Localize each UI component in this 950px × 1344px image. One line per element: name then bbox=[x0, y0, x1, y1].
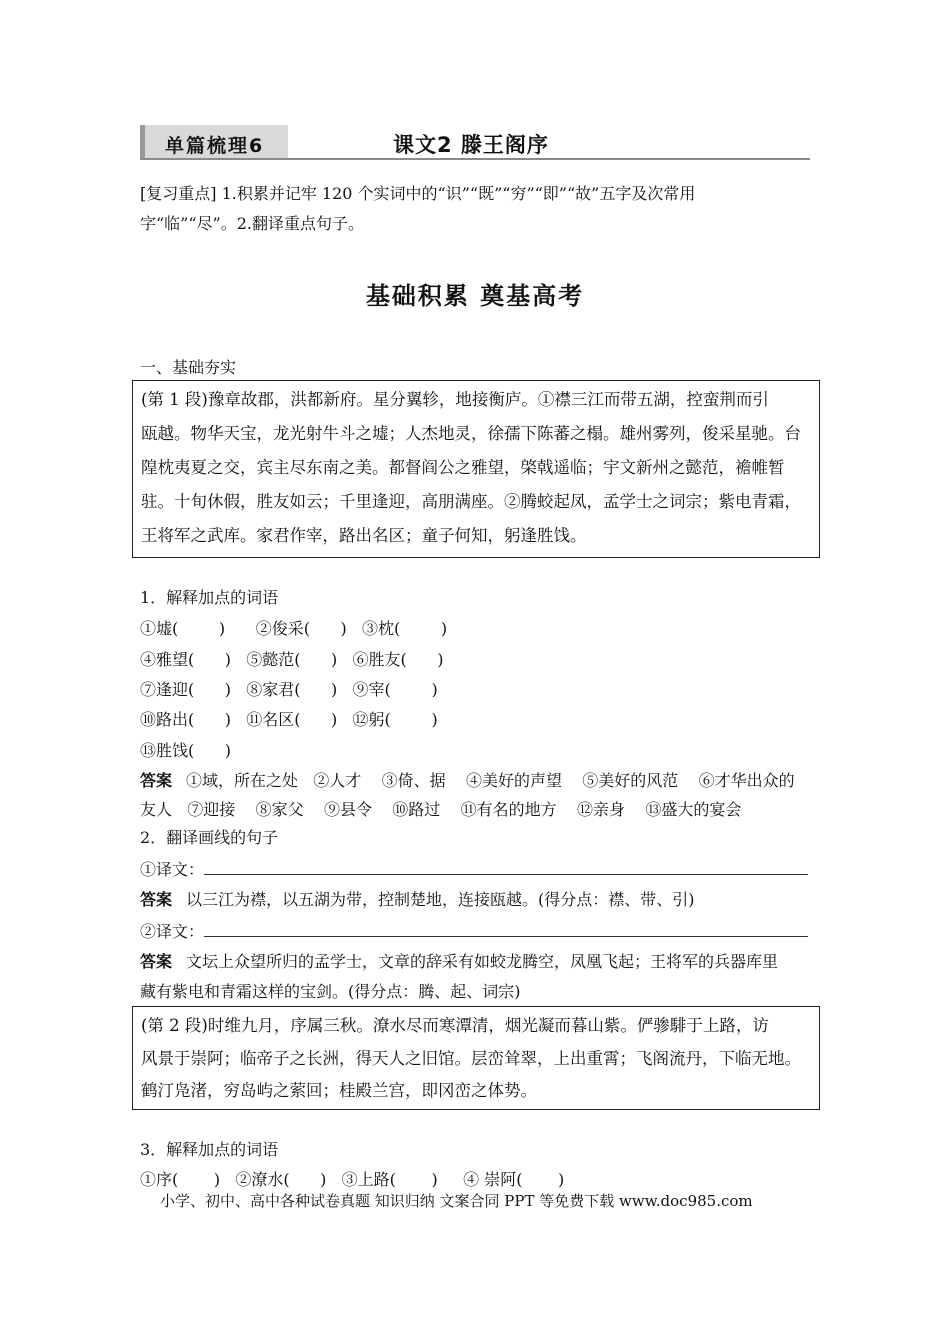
translation-1-answer bbox=[140, 890, 695, 910]
translation-1-label: ①译文： bbox=[140, 860, 205, 879]
translation-2 bbox=[140, 922, 808, 942]
answer-label: 答案 bbox=[140, 952, 173, 971]
translation-2-answer bbox=[140, 952, 778, 972]
unit-tab-label: 单篇梳理6 bbox=[165, 135, 265, 157]
answer-text: 文坛上众望所归的孟学士，文章的辞采有如蛟龙腾空，凤凰飞起；王将军的兵器库里 bbox=[186, 952, 779, 971]
passage-box-1 bbox=[132, 380, 820, 558]
review-focus-line-2: 字“临”“尽”。2.翻译重点句子。 bbox=[140, 214, 364, 233]
answer-text: ①域，所在之处 ②人才 ③倚、据 ④美好的声望 ⑤美好的风范 ⑥才华出众的 bbox=[186, 771, 795, 790]
passage1-line: 隍枕夷夏之交，宾主尽东南之美。都督阎公之雅望，棨戟遥临；宇文新州之懿范，襜帷暂 bbox=[141, 458, 785, 477]
passage1-line: 驻。十旬休假，胜友如云；千里逢迎，高朋满座。②腾蛟起凤，孟学士之词宗；紫电青霜， bbox=[141, 492, 801, 511]
question-1-row: ⑦逢迎( ) ⑧家君( ) ⑨宰( ) bbox=[140, 680, 438, 699]
answer-label: 答案 bbox=[140, 771, 173, 790]
passage2-line: 鹤汀凫渚，穷岛屿之萦回；桂殿兰宫，即冈峦之体势。 bbox=[141, 1081, 537, 1100]
translation-2-label: ②译文： bbox=[140, 922, 205, 941]
question-1-answer bbox=[140, 771, 795, 791]
passage1-line: 王将军之武库。家君作宰，路出名区；童子何知，躬逢胜饯。 bbox=[141, 526, 587, 545]
review-focus-line-1: [复习重点] 1.积累并记牢 120 个实词中的“识”“既”“穷”“即”“故”五字及次常用 bbox=[140, 184, 696, 203]
passage1-line: 瓯越。物华天宝，龙光射牛斗之墟；人杰地灵，徐孺下陈蕃之榻。雄州雾列，俊采星驰。台 bbox=[141, 424, 801, 443]
answer-text: 以三江为襟，以五湖为带，控制楚地，连接瓯越。(得分点：襟、带、引) bbox=[186, 890, 695, 909]
section-title: 基础积累 奠基高考 bbox=[365, 282, 585, 310]
question-1-row: ①墟( ) ②俊采( ) ③枕( ) bbox=[140, 619, 448, 638]
question-1-row: ⑬胜饯( ) bbox=[140, 741, 232, 760]
question-1-prompt: 1．解释加点的词语 bbox=[140, 588, 279, 607]
translation-1-blank bbox=[204, 860, 808, 875]
lesson-header bbox=[140, 125, 810, 159]
question-1-row: ④雅望( ) ⑤懿范( ) ⑥胜友( ) bbox=[140, 650, 444, 669]
passage2-line: 风景于崇阿；临帝子之长洲，得天人之旧馆。层峦耸翠，上出重霄；飞阁流丹，下临无地。 bbox=[141, 1049, 801, 1068]
passage-box-2 bbox=[132, 1006, 820, 1110]
passage2-line: (第 2 段)时维九月，序属三秋。潦水尽而寒潭清，烟光凝而暮山紫。俨骖騑于上路，访 bbox=[141, 1016, 769, 1035]
translation-2-answer-cont: 藏有紫电和青霜这样的宝剑。(得分点：腾、起、词宗) bbox=[140, 982, 521, 1001]
question-1-answer-cont: 友人 ⑦迎接 ⑧家父 ⑨县令 ⑩路过 ⑪有名的地方 ⑫亲身 ⑬盛大的宴会 bbox=[140, 800, 742, 819]
question-3-prompt: 3．解释加点的词语 bbox=[140, 1140, 279, 1159]
question-2-prompt: 2．翻译画线的句子 bbox=[140, 828, 279, 847]
footer-note: 小学、初中、高中各种试卷真题 知识归纳 文案合同 PPT 等免费下载 www.doc985.com bbox=[160, 1192, 753, 1210]
translation-1 bbox=[140, 860, 808, 880]
part-heading: 一、基础夯实 bbox=[140, 358, 237, 377]
answer-label: 答案 bbox=[140, 890, 173, 909]
translation-2-blank bbox=[204, 922, 808, 937]
unit-tab bbox=[140, 125, 288, 159]
question-1-row: ⑩路出( ) ⑪名区( ) ⑫躬( ) bbox=[140, 710, 438, 729]
passage1-line: (第 1 段)豫章故郡，洪都新府。星分翼轸，地接衡庐。①襟三江而带五湖，控蛮荆而引 bbox=[141, 390, 769, 409]
lesson-title: 课文2 滕王阁序 bbox=[393, 133, 549, 157]
question-3-row: ①序( ) ②潦水( ) ③上路( ) ④ 崇阿( ) bbox=[140, 1170, 565, 1189]
header-divider bbox=[140, 158, 810, 160]
